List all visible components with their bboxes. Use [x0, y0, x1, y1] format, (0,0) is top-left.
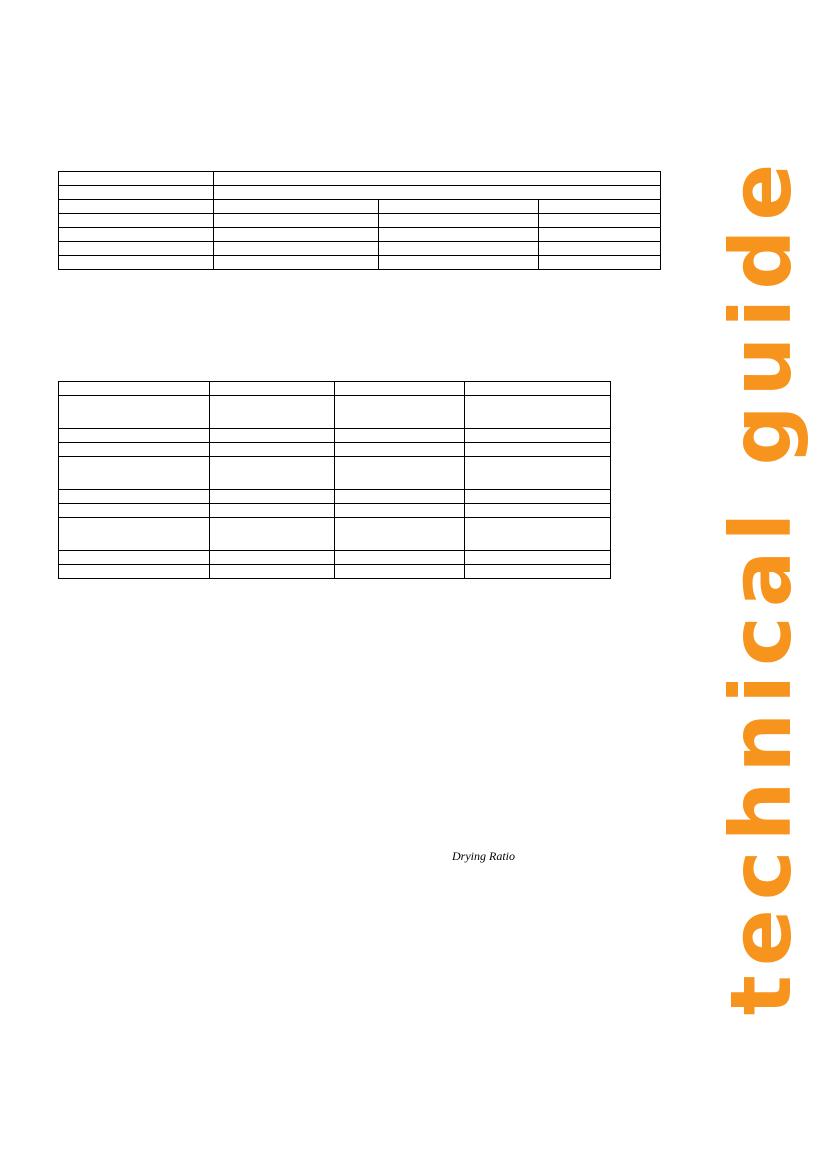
table-cell [210, 565, 335, 579]
table-cell [464, 518, 610, 551]
table-cell [464, 382, 610, 396]
table-row [59, 256, 661, 270]
table-cell [335, 457, 464, 490]
table-cell [210, 504, 335, 518]
table-cell [464, 443, 610, 457]
table-cell [335, 429, 464, 443]
table-cell [59, 228, 214, 242]
table-row [59, 429, 611, 443]
table-cell [59, 443, 210, 457]
table-cell [59, 200, 214, 214]
table-cell [214, 214, 379, 228]
table-cell [59, 214, 214, 228]
table-cell [214, 172, 661, 186]
table-cell [539, 200, 661, 214]
table-cell [210, 396, 335, 429]
table-row [59, 457, 611, 490]
side-title-banner [696, 0, 826, 1169]
table-cell [59, 429, 210, 443]
table-cell [379, 242, 539, 256]
table-cell [379, 200, 539, 214]
table-cell [464, 490, 610, 504]
table-cell [335, 504, 464, 518]
table-cell [335, 518, 464, 551]
table-cell [59, 504, 210, 518]
table-cell [210, 429, 335, 443]
table-row [59, 200, 661, 214]
table-row [59, 228, 661, 242]
table-row [59, 443, 611, 457]
table-row [59, 186, 661, 200]
table-cell [539, 214, 661, 228]
table-cell [335, 382, 464, 396]
table-row [59, 518, 611, 551]
table-cell [335, 551, 464, 565]
table-cell [59, 457, 210, 490]
table-cell [335, 443, 464, 457]
data-table-one [58, 171, 661, 270]
table-cell [59, 256, 214, 270]
table-cell [210, 457, 335, 490]
table-row [59, 172, 661, 186]
table-cell [335, 490, 464, 504]
table-cell [464, 457, 610, 490]
table-cell [464, 565, 610, 579]
table-cell [59, 518, 210, 551]
table-cell [214, 228, 379, 242]
table-cell [59, 565, 210, 579]
table-row [59, 565, 611, 579]
table-cell [539, 228, 661, 242]
table-cell [335, 396, 464, 429]
table-cell [379, 256, 539, 270]
table-cell [464, 504, 610, 518]
table-cell [210, 490, 335, 504]
table-row [59, 214, 661, 228]
table-row [59, 396, 611, 429]
table-cell [59, 242, 214, 256]
table-cell [59, 490, 210, 504]
table-cell [210, 443, 335, 457]
table-cell [59, 551, 210, 565]
table-cell [210, 518, 335, 551]
figure-caption: Drying Ratio [452, 849, 515, 863]
table-cell [379, 228, 539, 242]
table-cell [214, 242, 379, 256]
table-cell [464, 429, 610, 443]
table-cell [214, 200, 379, 214]
table-cell [464, 396, 610, 429]
table-cell [59, 172, 214, 186]
table-cell [59, 186, 214, 200]
table-row [59, 382, 611, 396]
table-cell [59, 382, 210, 396]
table-cell [539, 242, 661, 256]
side-title-text: technical guide [712, 154, 810, 1015]
table-cell [59, 396, 210, 429]
table-cell [210, 382, 335, 396]
data-table-two [58, 381, 611, 579]
table-row [59, 551, 611, 565]
table-cell [335, 565, 464, 579]
table-row [59, 504, 611, 518]
table-row [59, 242, 661, 256]
table-cell [214, 186, 661, 200]
table-cell [379, 214, 539, 228]
table-cell [539, 256, 661, 270]
table-cell [464, 551, 610, 565]
table-cell [210, 551, 335, 565]
table-row [59, 490, 611, 504]
table-cell [214, 256, 379, 270]
